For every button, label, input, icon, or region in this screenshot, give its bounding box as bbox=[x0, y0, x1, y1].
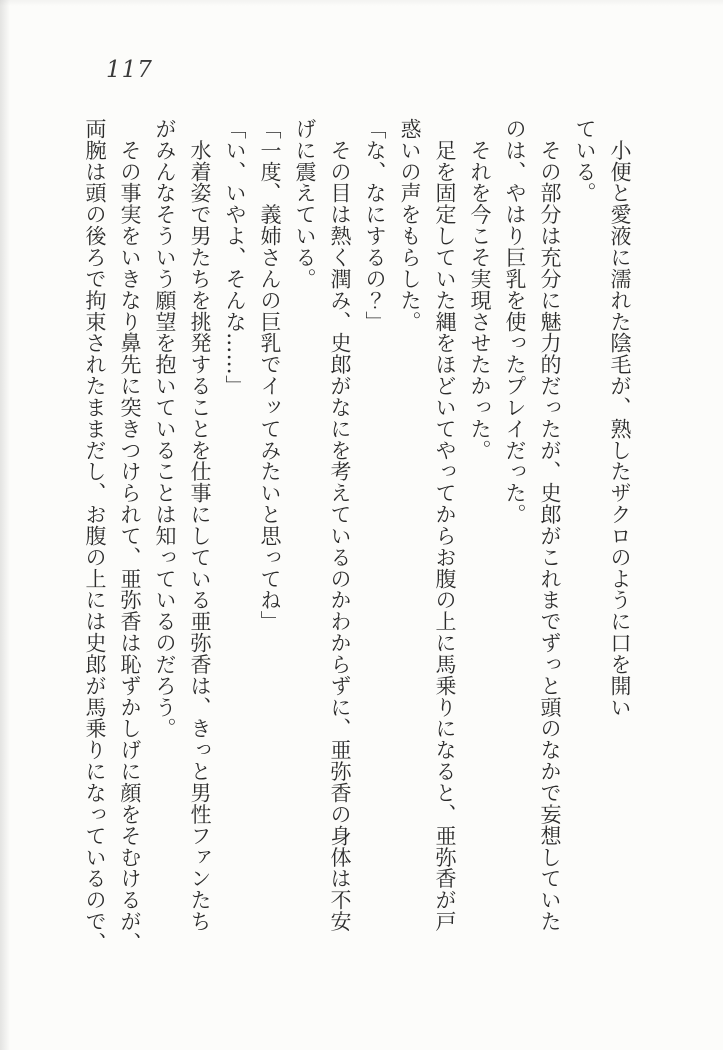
page-edge-shadow-left bbox=[0, 0, 10, 1050]
text-column-13: 水着姿で男たちを挑発することを仕事にしている亜弥香は、きっと男性ファンたち bbox=[188, 118, 212, 932]
text-column-7: 惑いの声をもらした。 bbox=[398, 118, 422, 333]
text-column-5: それを今こそ実現させたかった。 bbox=[468, 118, 492, 461]
text-column-3: その部分は充分に魅力的だったが、史郎がこれまでずっと頭のなかで妄想していた bbox=[538, 118, 562, 932]
page-edge-shadow-top bbox=[0, 0, 723, 6]
text-column-9: その目は熱く潤み、史郎がなにを考えているのかわからずに、亜弥香の身体は不安 bbox=[328, 118, 352, 932]
page-number: 117 bbox=[106, 57, 153, 83]
text-column-4: のは、やはり巨乳を使ったプレイだった。 bbox=[503, 118, 527, 525]
text-column-15: その事実をいきなり鼻先に突きつけられて、亜弥香は恥ずかしげに顔をそむけるが、 bbox=[118, 118, 142, 954]
text-column-1: 小便と愛液に濡れた陰毛が、熟したザクロのように口を開い bbox=[608, 118, 632, 718]
vertical-text-block bbox=[77, 118, 637, 956]
text-column-6: 足を固定していた縄をほどいてやってからお腹の上に馬乗りになると、亜弥香が戸 bbox=[433, 118, 457, 932]
text-column-10: げに震えている。 bbox=[293, 118, 317, 290]
text-column-8: 「な、なにするの？」 bbox=[363, 118, 387, 333]
text-column-11: 「一度、義姉さんの巨乳でイッてみたいと思ってね」 bbox=[258, 118, 282, 633]
text-column-16: 両腕は頭の後ろで拘束されたままだし、お腹の上には史郎が馬乗りになっているので、 bbox=[83, 118, 107, 954]
text-column-14: がみんなそういう願望を抱いていることは知っているのだろう。 bbox=[153, 118, 177, 740]
text-column-2: ている。 bbox=[573, 118, 597, 204]
text-column-12: 「い、いやよ、そんな……」 bbox=[223, 118, 247, 397]
